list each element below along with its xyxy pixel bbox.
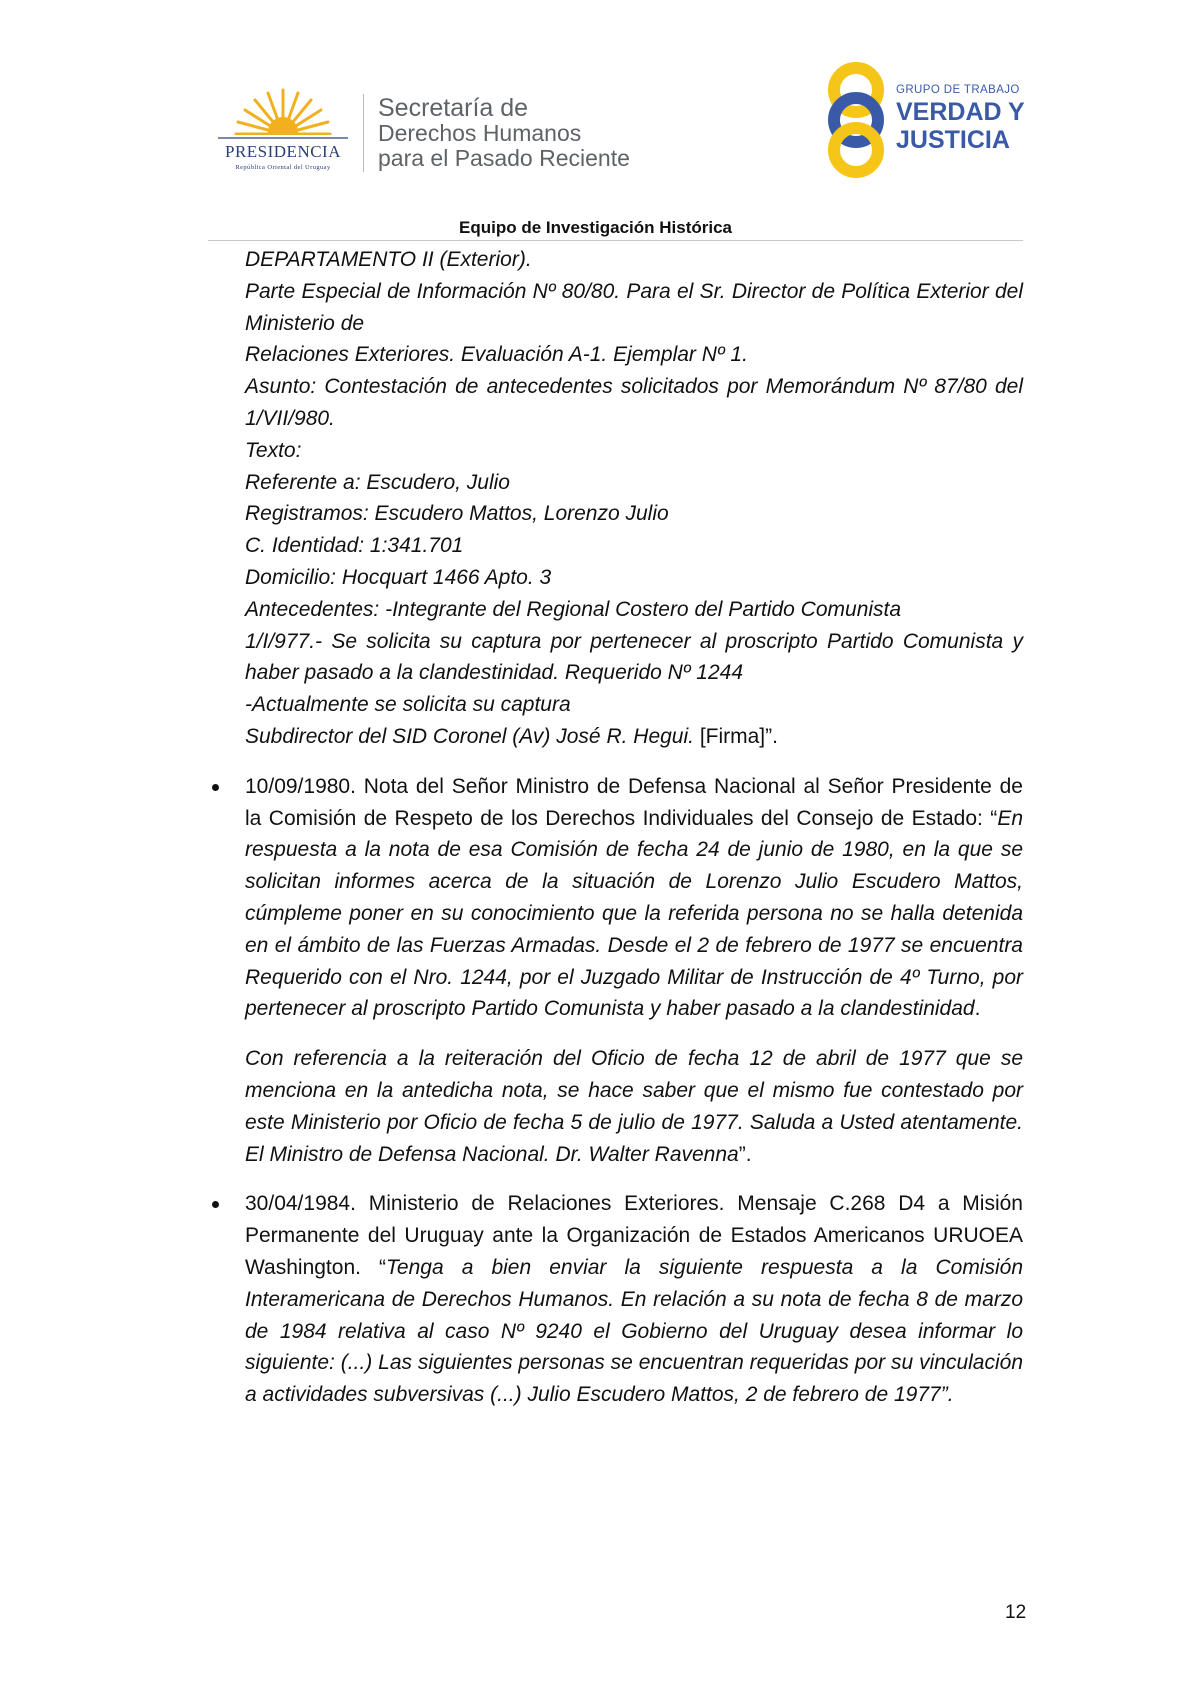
bullet-icon [212, 784, 219, 791]
report-line: -Actualmente se solicita su captura [245, 693, 571, 717]
report-block [245, 244, 1023, 753]
entry-1980-para2: Con referencia a la reiteración del Oficio de fecha 12 de abril de 1977 que se menciona en la antedicha nota, se hace saber que el mismo fue contestado por este Ministerio por Oficio de fecha 5 de julio de 1977. Saluda a Usted atentamente. El Ministro de Defensa Nacional. Dr. Walter Ravenna [245, 1047, 1023, 1166]
secretaria-line-1: Secretaría de [378, 94, 529, 122]
signature-plain: [Firma]”. [693, 724, 778, 748]
entry-1980-para2-end: ”. [738, 1142, 752, 1166]
entry-1984-paragraph [245, 1188, 1023, 1411]
title-rule [208, 240, 1023, 241]
entry-1984-lead: 30/04/1984. Ministerio de Relaciones Exteriores. Mensaje C.268 D4 a Misión Permanente del Uruguay ante la Organización de Estados Americanos URUOEA Washington. “ [245, 1192, 1023, 1279]
secretaria-line-3: para el Pasado Reciente [378, 145, 630, 171]
presidencia-subtitle: República Oriental del Uruguay [235, 164, 331, 171]
presidencia-word: PRESIDENCIA [224, 142, 341, 161]
entry-1984 [245, 1188, 1023, 1411]
report-line: Asunto: Contestación de antecedentes solicitados por Memorándum Nº 87/80 del 1/VII/980. [245, 375, 1023, 430]
header-divider [363, 94, 364, 172]
signature-italic: Subdirector del SID Coronel (Av) José R. Hegui. [245, 724, 694, 748]
report-line: Domicilio: Hocquart 1466 Apto. 3 [245, 565, 552, 589]
report-line: C. Identidad: 1:341.701 [245, 534, 464, 558]
entry-1980-quote-end: . [974, 997, 981, 1021]
secretaria-logo-text [378, 96, 630, 171]
report-line: Antecedentes: -Integrante del Regional Costero del Partido Comunista [245, 597, 902, 621]
bullet-icon [212, 1201, 219, 1208]
entry-1980-paragraph [245, 771, 1023, 1025]
sun-icon [208, 88, 358, 144]
verdad-justicia-logo [818, 58, 1028, 180]
entry-1980-lead: 10/09/1980. Nota del Señor Ministro de Defensa Nacional al Señor Presidente de la Comisión de Respeto de los Derechos Individuales del Consejo de Estado: “ [245, 774, 1023, 830]
entry-1980-quote: En respuesta a la nota de esa Comisión de fecha 24 de junio de 1980, en la que se solicitan informes acerca de la situación de Lorenzo Julio Escudero Mattos, cúmpleme poner en su conocimiento que la referida persona no se halla detenida en el ámbito de las Fuerzas Armadas. Desde el 2 de febrero de 1977 se encuentra Requerido con el Nro. 1244, por el Juzgado Militar de Instrucción de 4º Turno, por pertenecer al proscripto Partido Comunista y haber pasado a la clandestinidad [245, 806, 1023, 1021]
gtvj-small-text: GRUPO DE TRABAJO [896, 84, 1020, 96]
secretaria-line-2: Derechos Humanos [378, 120, 582, 146]
entry-1980 [245, 771, 1023, 1171]
report-line: Relaciones Exteriores. Evaluación A-1. Ejemplar Nº 1. [245, 343, 748, 367]
report-signature [245, 721, 1023, 753]
team-title: Equipo de Investigación Histórica [459, 218, 732, 237]
report-line: Texto: [245, 438, 302, 462]
report-line: 1/I/977.- Se solicita su captura por pertenecer al proscripto Partido Comunista y haber pasado a la clandestinidad. Requerido Nº 1244 [245, 629, 1023, 685]
document-body [245, 244, 1023, 1411]
entry-1984-quote: Tenga a bien enviar la siguiente respuesta a la Comisión Interamericana de Derechos Humanos. En relación a su nota de fecha 8 de marzo de 1984 relativa al caso Nº 9240 el Gobierno del Uruguay desea informar lo siguiente: (...) Las siguientes personas se encuentran requeridas por su vinculación a actividades subversivas (...) Julio Escudero Mattos, 2 de febrero de 1977”. [245, 1255, 1023, 1407]
report-line: Referente a: Escudero, Julio [245, 470, 510, 494]
entry-1980-paragraph-2 [245, 1043, 1023, 1170]
report-line: Parte Especial de Información Nº 80/80. Para el Sr. Director de Política Exterior del Ministerio de [245, 279, 1023, 335]
gtvj-verdad-text: VERDAD Y [896, 98, 1025, 126]
report-line: Registramos: Escudero Mattos, Lorenzo Julio [245, 502, 669, 526]
report-line: DEPARTAMENTO II (Exterior). [245, 248, 532, 271]
rings-icon [818, 58, 894, 180]
page-number: 12 [1005, 1602, 1027, 1623]
presidencia-logo [208, 88, 358, 178]
gtvj-justicia-text: JUSTICIA [896, 126, 1010, 154]
